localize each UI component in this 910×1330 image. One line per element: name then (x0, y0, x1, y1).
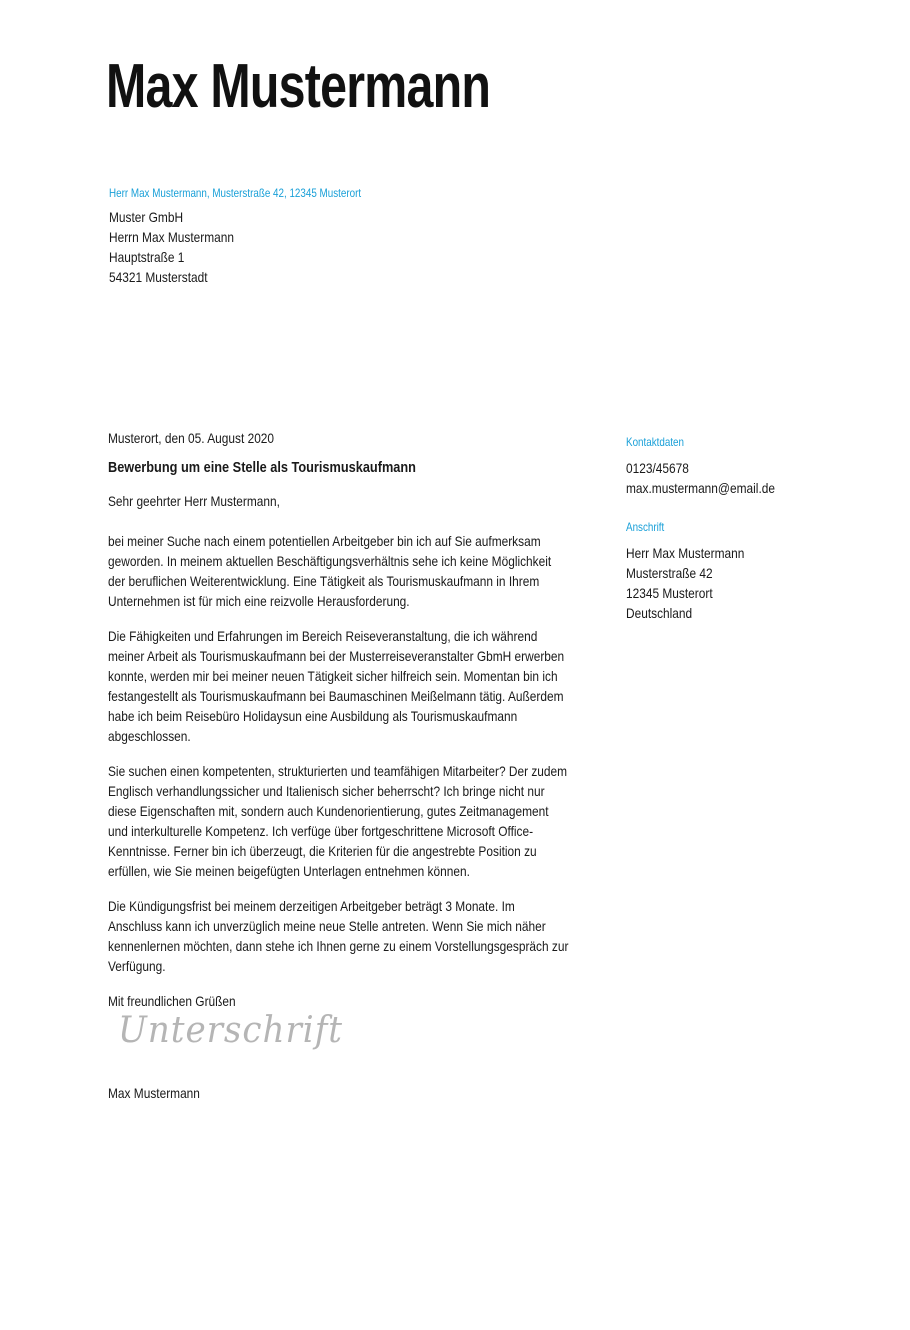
contact-heading: Kontaktdaten (626, 435, 685, 449)
contact-section (626, 432, 886, 498)
paragraph-line: Anschluss kann ich unverzüglich meine neue Stelle antreten. Wenn Sie mich näher (108, 918, 546, 934)
paragraph-line: geworden. In meinem aktuellen Beschäftigungsverhältnis sehe ich keine Möglichkeit (108, 553, 552, 569)
paragraph-line: abgeschlossen. (108, 728, 191, 744)
paragraph-1 (108, 531, 678, 611)
paragraph-4 (108, 896, 678, 976)
address-line: Musterstraße 42 (626, 565, 713, 581)
sidebar (626, 432, 886, 642)
paragraph-line: habe ich beim Reisebüro Holidaysun eine Ausbildung als Tourismuskaufmann (108, 708, 518, 724)
address-line: 12345 Musterort (626, 585, 713, 601)
paragraph-2 (108, 626, 678, 746)
signer-name: Max Mustermann (108, 1085, 200, 1101)
paragraph-3 (108, 761, 678, 881)
paragraph-line: konnte, werden mir bei meiner neuen Tätigkeit sicher hilfreich sein. Momentan bin ich (108, 668, 558, 684)
applicant-name-header: Max Mustermann (106, 52, 491, 121)
paragraph-line: festangestellt als Tourismuskaufmann bei Baumaschinen Meißelmann tätig. Außerdem (108, 688, 564, 704)
recipient-street: Hauptstraße 1 (109, 249, 185, 265)
paragraph-line: Unternehmen ist für mich eine reizvolle Herausforderung. (108, 593, 410, 609)
address-heading: Anschrift (626, 520, 665, 534)
address-line: Deutschland (626, 605, 693, 621)
contact-email: max.mustermann@email.de (626, 480, 775, 496)
paragraph-line: kennenlernen möchten, dann stehe ich Ihnen gerne zu einem Vorstellungsgespräch zur (108, 938, 569, 954)
paragraph-line: Die Fähigkeiten und Erfahrungen im Bereich Reiseveranstaltung, die ich während (108, 628, 538, 644)
paragraph-line: Kenntnisse. Ferner bin ich überzeugt, die Kriterien für die angestrebte Position zu (108, 843, 537, 859)
paragraph-line: erfüllen, wie Sie meinen beigefügten Unterlagen entnehmen können. (108, 863, 470, 879)
signature-area (108, 1011, 678, 1083)
address-section (626, 517, 886, 623)
paragraph-line: meiner Arbeit als Tourismuskaufmann bei der Musterreiseveranstalter GbmH erwerben (108, 648, 565, 664)
signature-image: Unterschrift (118, 1010, 344, 1051)
paragraph-line: Verfügung. (108, 958, 166, 974)
contact-phone: 0123/45678 (626, 460, 689, 476)
paragraph-line: bei meiner Suche nach einem potentiellen Arbeitgeber bin ich auf Sie aufmerksam (108, 533, 541, 549)
paragraph-line: Englisch verhandlungssicher und Italienisch sicher beherrscht? Ich bringe nicht nur (108, 783, 545, 799)
letter-date: Musterort, den 05. August 2020 (108, 430, 275, 446)
sender-return-address: Herr Max Mustermann, Musterstraße 42, 12345 Musterort (109, 186, 362, 200)
recipient-person: Herrn Max Mustermann (109, 229, 234, 245)
paragraph-line: diese Eigenschaften mit, sondern auch Kundenorientierung, gutes Zeitmanagement (108, 803, 549, 819)
recipient-address (109, 207, 256, 287)
paragraph-line: Die Kündigungsfrist bei meinem derzeitigen Arbeitgeber beträgt 3 Monate. Im (108, 898, 515, 914)
letter-subject: Bewerbung um eine Stelle als Tourismuskaufmann (108, 459, 416, 476)
letter-body (108, 428, 678, 1103)
recipient-company: Muster GmbH (109, 209, 184, 225)
letter-salutation: Sehr geehrter Herr Mustermann, (108, 493, 280, 509)
paragraph-line: Sie suchen einen kompetenten, strukturierten und teamfähigen Mitarbeiter? Der zudem (108, 763, 568, 779)
paragraph-line: und interkulturelle Kompetenz. Ich verfüge über fortgeschrittene Microsoft Office- (108, 823, 534, 839)
recipient-city: 54321 Musterstadt (109, 269, 208, 285)
address-line: Herr Max Mustermann (626, 545, 745, 561)
letter-closing: Mit freundlichen Grüßen (108, 993, 236, 1009)
paragraph-line: der beruflichen Weiterentwicklung. Eine Tätigkeit als Tourismuskaufmann in Ihrem (108, 573, 540, 589)
